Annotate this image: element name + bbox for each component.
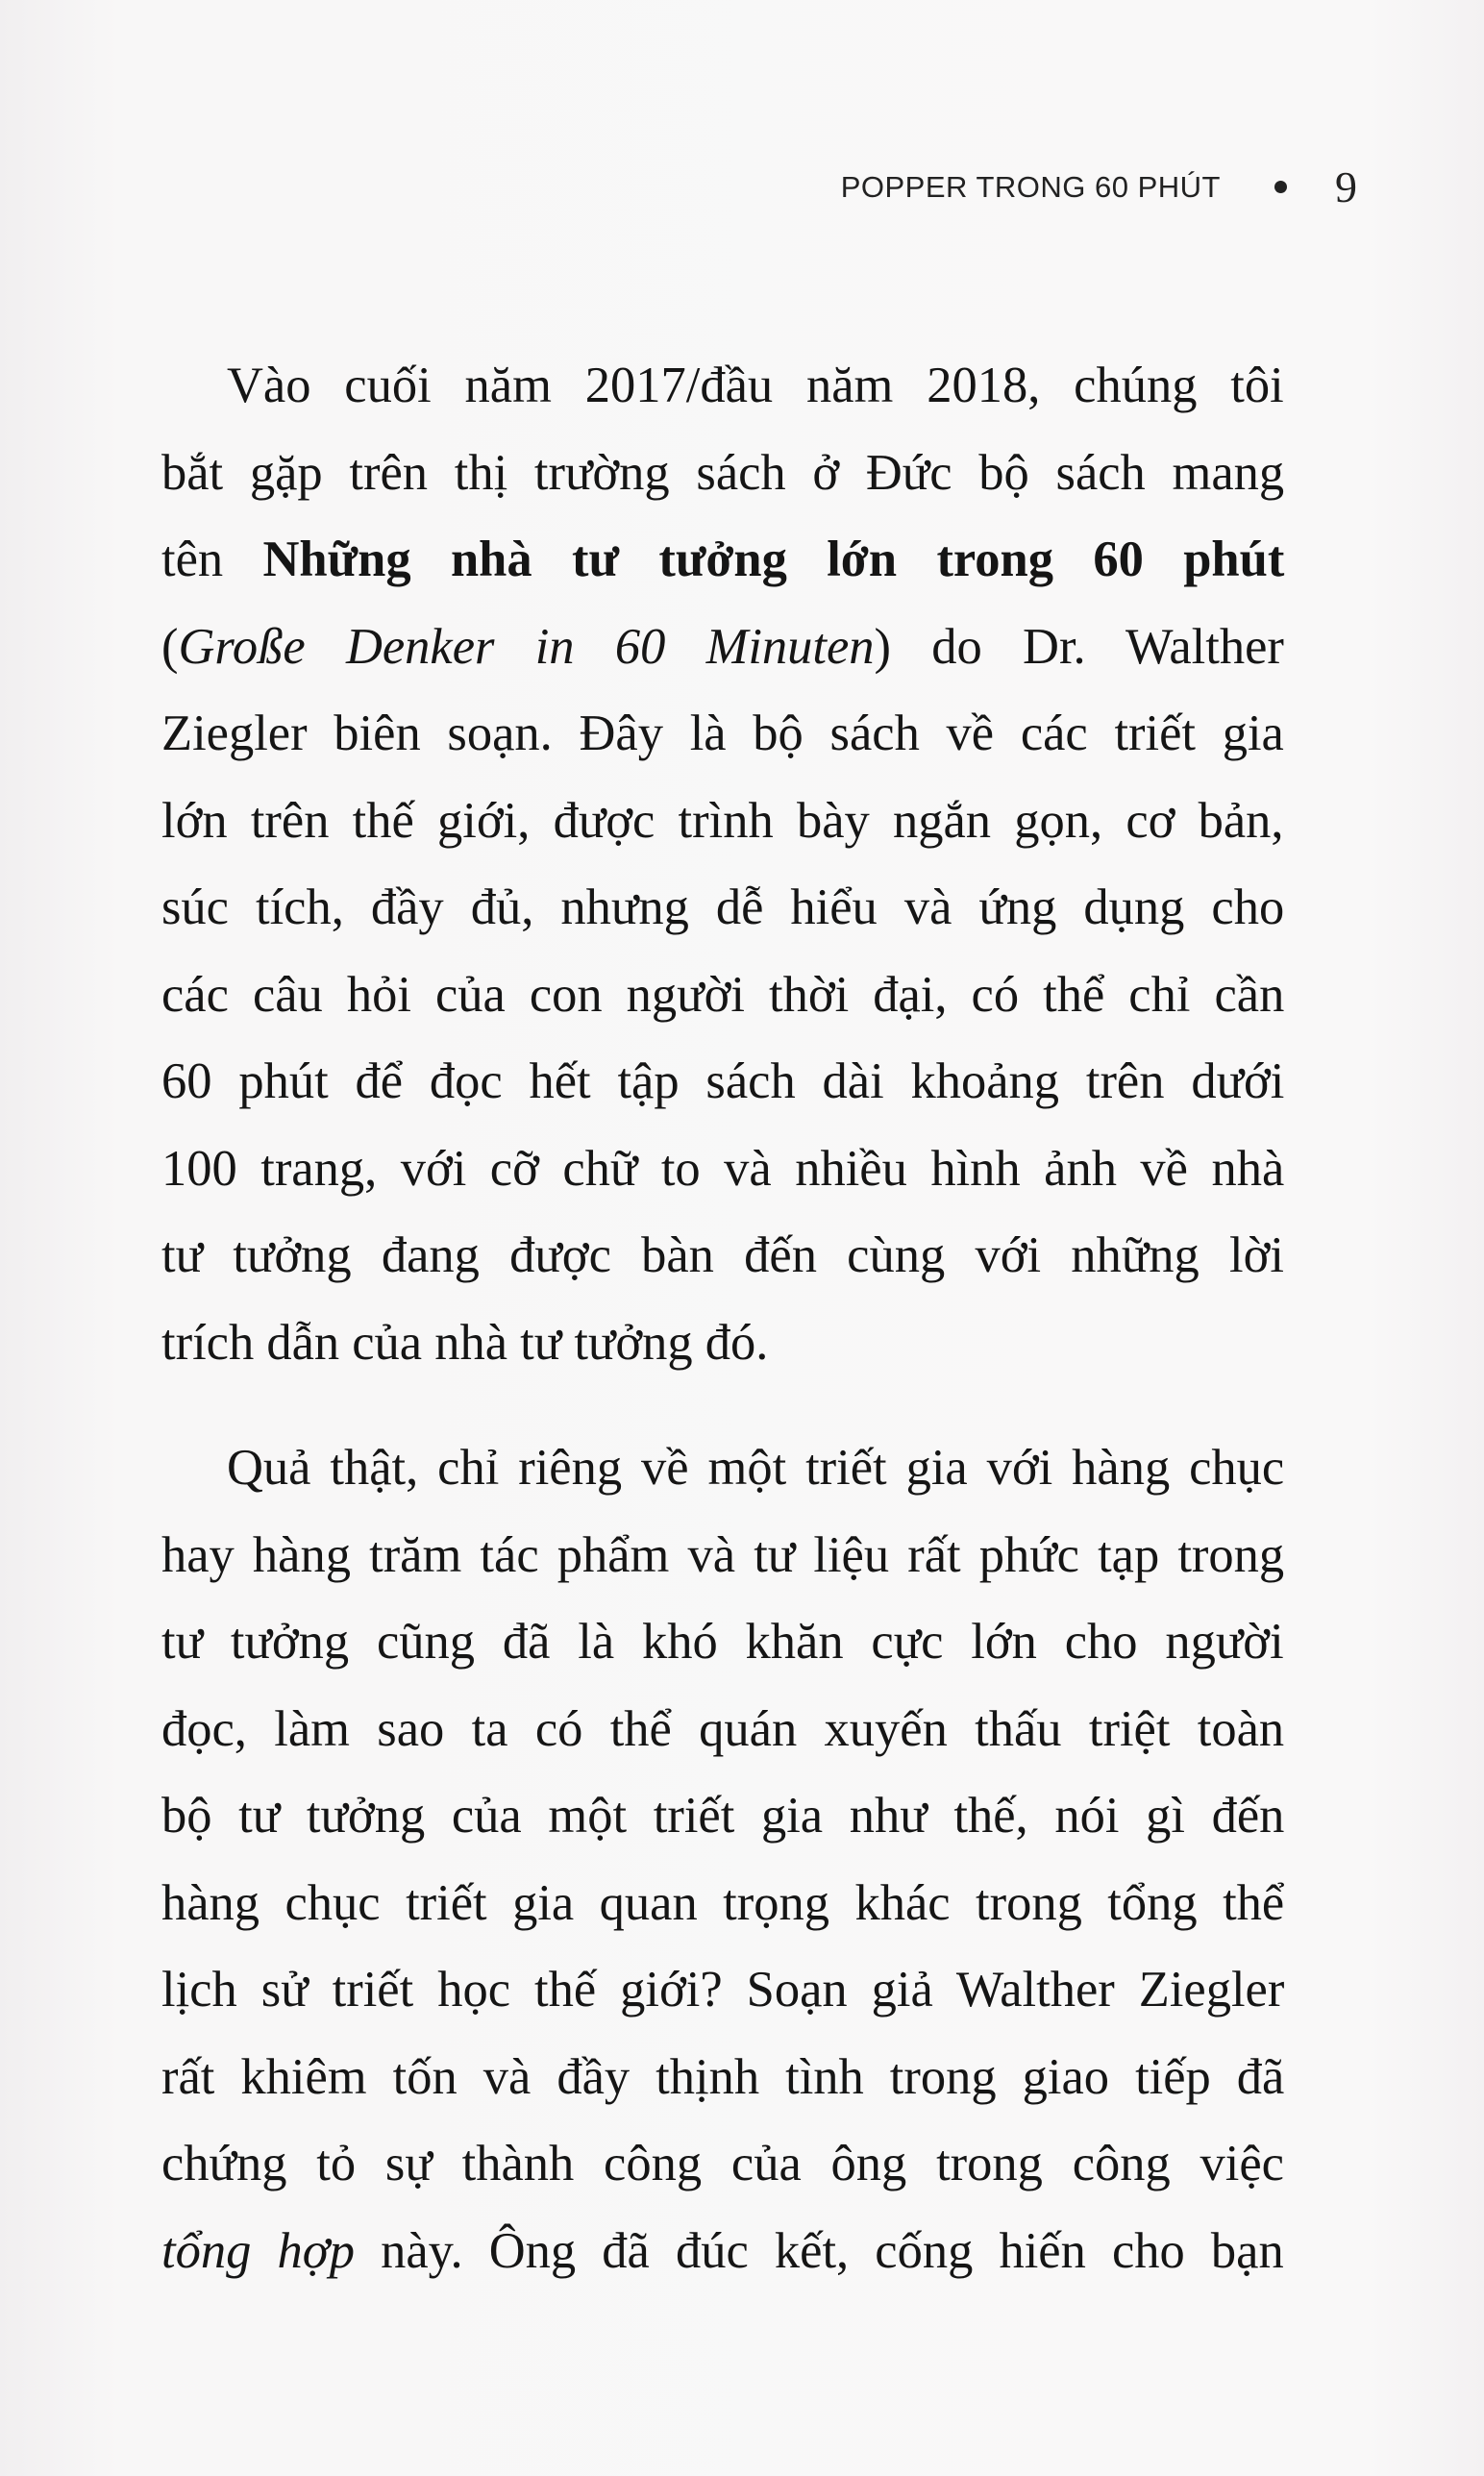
text-line: Vào cuối năm 2017/đầu năm 2018, chúng tôi (227, 358, 1284, 413)
bullet-separator (1274, 181, 1287, 193)
text-line: trích dẫn của nhà tư tưởng đó. (161, 1314, 769, 1371)
text-line: 60 phút để đọc hết tập sách dài khoảng trên dưới (161, 1053, 1285, 1109)
text-line: Ziegler biên soạn. Đây là bộ sách về các triết gia (161, 706, 1284, 761)
text-line: hay hàng trăm tác phẩm và tư liệu rất phức tạp trong (161, 1526, 1285, 1583)
paragraph-2 (161, 1424, 1284, 2294)
text-line: lớn trên thế giới, được trình bày ngắn gọn, cơ bản, (161, 792, 1284, 849)
book-title-bold: Những nhà tư tưởng lớn trong 60 phút (262, 532, 1285, 587)
text-run: tên (161, 532, 263, 587)
text-line: bắt gặp trên thị trường sách ở Đức bộ sách mang (161, 444, 1285, 501)
text-line: lịch sử triết học thế giới? Soạn giả Walther Ziegler (161, 1962, 1285, 2018)
book-title-german-italic: Große Denker in 60 Minuten (178, 618, 875, 675)
text-line: rất khiêm tốn và đầy thịnh tình trong giao tiếp đã (161, 2048, 1285, 2105)
text-line: chứng tỏ sự thành công của ông trong công việc (161, 2136, 1284, 2191)
text-line: các câu hỏi của con người thời đại, có thể chỉ cần (161, 966, 1285, 1023)
text-line: Quả thật, chỉ riêng về một triết gia với hàng chục (227, 1440, 1285, 1496)
running-title: POPPER TRONG 60 PHÚT (840, 169, 1221, 204)
text-line (161, 2208, 1284, 2295)
paragraph-gap (161, 1386, 1284, 1424)
text-line: hàng chục triết gia quan trọng khác trong tổng thể (161, 1874, 1285, 1931)
text-line: súc tích, đầy đủ, nhưng dễ hiểu và ứng dụng cho (161, 879, 1285, 935)
text-line: đọc, làm sao ta có thể quán xuyến thấu triệt toàn (161, 1700, 1285, 1757)
text-line (161, 604, 1284, 691)
running-head (841, 161, 1357, 212)
paragraph-1 (161, 342, 1284, 1386)
text-line: tư tưởng cũng đã là khó khăn cực lớn cho người (161, 1614, 1284, 1670)
page-number: 9 (1335, 162, 1357, 211)
text-line: tư tưởng đang được bàn đến cùng với những lời (161, 1227, 1284, 1283)
text-line (161, 516, 1284, 604)
emphasis-italic: tổng hợp (161, 2222, 355, 2279)
body-text (161, 342, 1284, 2294)
text-run: ) do Dr. Walther (874, 618, 1284, 675)
text-line: bộ tư tưởng của một triết gia như thế, nói gì đến (161, 1788, 1285, 1844)
text-run: này. Ông đã đúc kết, cống hiến cho bạn (354, 2222, 1284, 2279)
text-line: 100 trang, với cỡ chữ to và nhiều hình ảnh về nhà (161, 1140, 1285, 1197)
text-run: ( (161, 618, 179, 675)
